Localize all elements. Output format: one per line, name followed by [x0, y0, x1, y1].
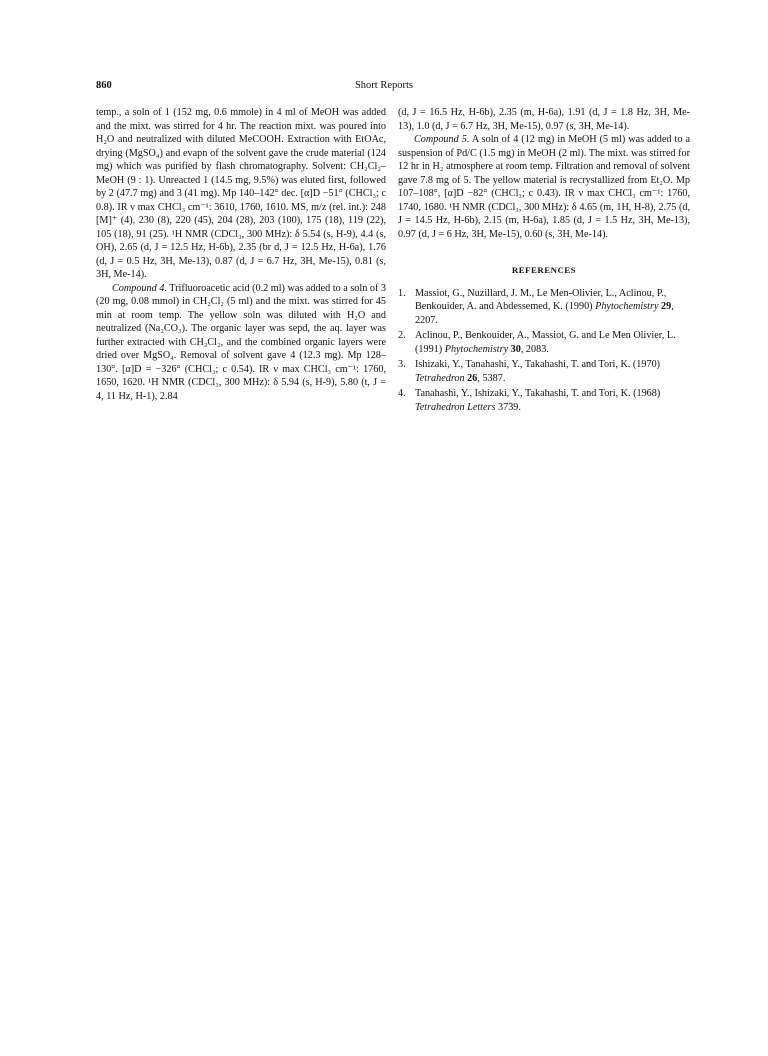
running-title: Short Reports: [354, 80, 414, 91]
reference-authors: Tanahashi, Y., Ishizaki, Y., Takahashi, T. and Tori, K. (1968): [415, 388, 661, 399]
reference-volume: 26: [467, 372, 478, 384]
compound-4-text: Trifluoroacetic acid (0.2 ml) was added to a soln of 3 (20 mg, 0.08 mmol) in CH₂Cl₂ (5 ml) and the mixt. was stirred for 45 min at room temp. The yellow soln was diluted with H₂O and neutralized (Na₂CO₃). The organic layer was sepd, the aq. layer was further extracted with CH₂Cl₂, and the combined organic layers were dried over MgSO₄. Removal of solvent gave 4 (12.3 mg). Mp 128–130°. [α]D = −326° (CHCl₃; c 0.54). IR ν max CHCl₃ cm⁻¹: 1760, 1650, 1620. ¹H NMR (CDCl₃, 300 MHz): δ 5.94 (s, H-9), 5.80 (t, J = 4, 11 Hz, H-1), 2.84: [96, 282, 387, 402]
reference-journal: Tetrahedron Letters: [415, 401, 496, 413]
compound-5-text: A soln of 4 (12 mg) in MeOH (5 ml) was added to a suspension of Pd/C (1.5 mg) in MeOH (2 ml). The mixt. was stirred for 12 hr in H₂ atmosphere at room temp. Filtration and removal of solvent gave 7.8 mg of 5. The yellow material is recrystallized from Et₂O. Mp 107–108°, [α]D −82° (CHCl₃; c 0.43). IR ν max CHCl₃ cm⁻¹: 1760, 1740, 1680. ¹H NMR (CDCl₃, 300 MHz): δ 4.65 (m, 1H, H-8), 2.75 (d, J = 14.5 Hz, H-6b), 2.15 (m, H-6a), 1.85 (d, J = 1.5 Hz, 3H, Me-13), 0.97 (d, J = 6 Hz, 3H, Me-15), 0.60 (s, 3H, Me-14).: [398, 134, 690, 240]
reference-pages: 3739.: [495, 401, 521, 413]
compound-5-paragraph: [398, 133, 690, 241]
compound-5-label: Compound 5.: [414, 134, 470, 145]
reference-authors: Ishizaki, Y., Tanahashi, Y., Takahashi, T. and Tori, K. (1970): [415, 359, 661, 370]
reference-journal: Phytochemistry: [595, 301, 659, 312]
reference-journal: Phytochemistry: [444, 343, 509, 355]
experimental-paragraph: temp., a soln of 1 (152 mg, 0.6 mmole) in 4 ml of MeOH was added and the mixt. was stirred for 4 hr. The reaction mixt. was poured into H₂O and neutralized with diluted MeCOOH. Extraction with EtOAc, drying (MgSO₄) and evapn of the solvent gave the crude material (124 mg) which was purified by flash chromatography. Solvent: CH₂Cl₂–MeOH (9 : 1). Unreacted 1 (14.5 mg, 9.5%) was eluted first, followed by 2 (47.7 mg) and 3 (41 mg). Mp 140–142° dec. [α]D −51° (CHCl₃; c 0.8). IR ν max CHCl₃ cm⁻¹: 3610, 1760, 1610. MS, m/z (rel. int.): 248 [M]⁺ (4), 230 (8), 220 (45), 204 (28), 203 (100), 175 (18), 119 (22), 105 (18), 91 (25). ¹H NMR (CDCl₃, 300 MHz): δ 5.54 (s, H-9), 4.4 (s, OH), 2.65 (d, J = 12.5 Hz, H-6b), 2.35 (br d, J = 12.5 Hz, H-6a), 1.76 (d, J = 0.5 Hz, 3H, Me-13), 0.87 (d, J = 6.7 Hz, 3H, Me-15), 0.81 (s, 3H, Me-14).: [96, 107, 386, 280]
left-column: [96, 106, 386, 403]
reference-number: 1.: [398, 287, 406, 299]
reference-pages: , 2207.: [415, 301, 674, 326]
reference-authors: Aclinou, P., Benkouider, A., Massiot, G. and Le Men Olivier, L. (1991): [415, 330, 676, 355]
reference-item: [398, 358, 690, 385]
reference-item: [398, 387, 690, 414]
reference-item: [398, 287, 690, 328]
reference-authors: Massiot, G., Nuzillard, J. M., Le Men-Olivier, L., Aclinou, P., Benkouider, A. and Abdessemed, K. (1990): [415, 287, 667, 312]
compound-4-paragraph: [96, 282, 386, 404]
continued-nmr-paragraph: (d, J = 16.5 Hz, H-6b), 2.35 (m, H-6a), 1.91 (d, J = 1.8 Hz, 3H, Me-13), 1.0 (d, J = 6.7 Hz, 3H, Me-15), 0.97 (s, 3H, Me-14).: [398, 107, 690, 132]
reference-volume: 30: [510, 343, 521, 355]
compound-4-label: Compound 4.: [112, 282, 167, 294]
reference-pages: , 2083.: [520, 343, 549, 355]
right-column: [398, 106, 690, 416]
page-number: 860: [96, 80, 112, 91]
reference-journal: Tetrahedron: [415, 372, 465, 384]
reference-volume: 29: [661, 301, 672, 312]
reference-pages: , 5387.: [477, 372, 506, 384]
reference-number: 4.: [398, 388, 406, 399]
references-list: [398, 287, 690, 415]
reference-number: 2.: [398, 330, 406, 341]
references-heading: REFERENCES: [511, 265, 577, 275]
reference-number: 3.: [398, 359, 406, 370]
reference-item: [398, 329, 690, 356]
